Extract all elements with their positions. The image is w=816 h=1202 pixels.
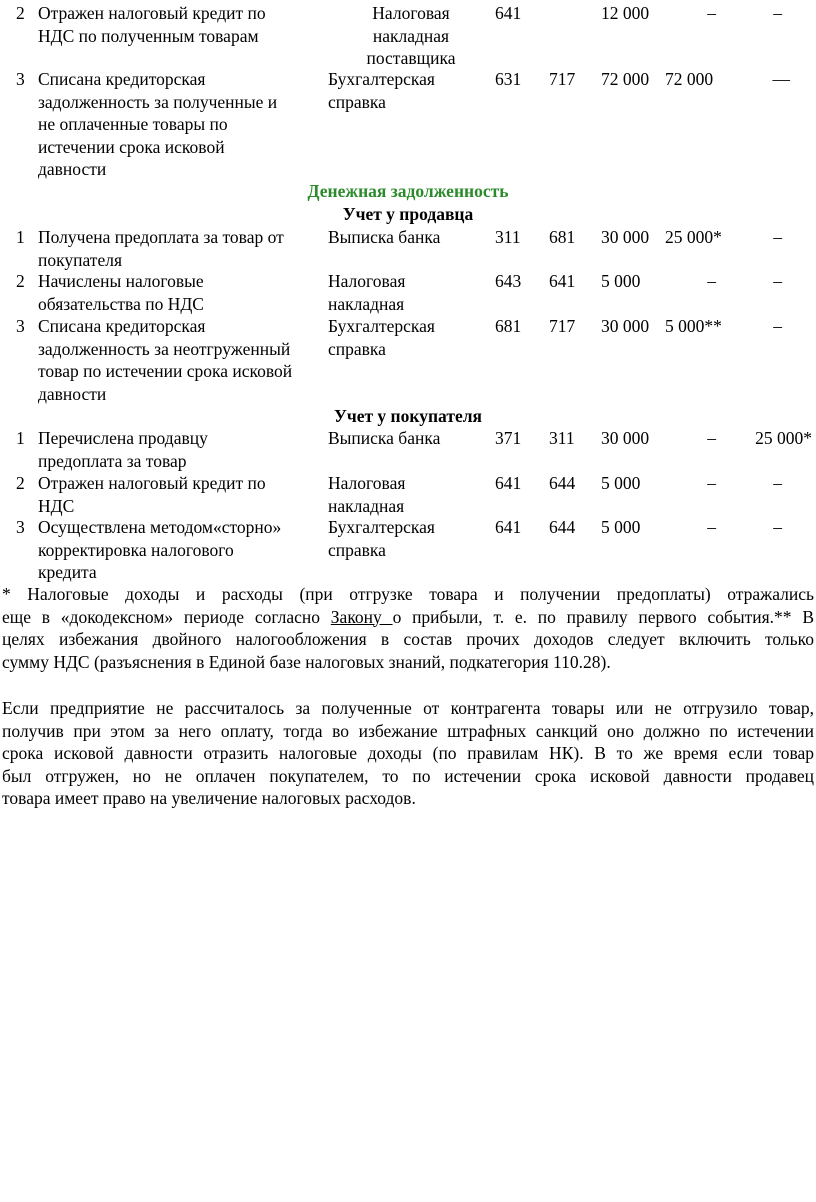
operation-description: Осуществлена методом«сторно» корректировка налогового кредита bbox=[38, 517, 282, 582]
operation-description: Начислены налоговые обязательства по НДС bbox=[38, 271, 204, 314]
credit-account: 641 bbox=[549, 271, 576, 291]
amount: 30 000 bbox=[601, 316, 650, 336]
credit-account: 717 bbox=[549, 316, 576, 336]
column-7-value: – bbox=[773, 227, 782, 247]
footnote-line: сумму НДС (разъяснения в Единой базе налоговых знаний, подкатегория 110.28). bbox=[2, 651, 611, 672]
row-number: 3 bbox=[16, 316, 25, 336]
amount: 30 000 bbox=[601, 227, 650, 247]
operation-description: Получена предоплата за товар от покупателя bbox=[38, 227, 284, 270]
row-number: 3 bbox=[16, 517, 25, 537]
column-6-value: 72 000 bbox=[665, 69, 714, 89]
credit-account: 644 bbox=[549, 473, 576, 493]
credit-account: 717 bbox=[549, 69, 576, 89]
column-6-value: 25 000* bbox=[665, 227, 722, 247]
source-document: Налоговая накладная поставщика bbox=[366, 3, 456, 68]
debit-account: 643 bbox=[495, 271, 522, 291]
footnote-line: еще в «докодексном» периоде согласно Закону о прибыли, т. е. по правилу первого события.** В bbox=[2, 606, 814, 627]
column-7-value: – bbox=[773, 473, 782, 493]
credit-account: 681 bbox=[549, 227, 576, 247]
footnote-line: * Налоговые доходы и расходы (при отгрузке товара и получении предоплаты) отражались bbox=[2, 584, 814, 604]
paragraph-line: Если предприятие не рассчиталось за полученные от контрагента товары или не отгрузило товар, bbox=[2, 698, 814, 718]
operation-description: Отражен налоговый кредит по НДС bbox=[38, 473, 266, 516]
source-document: Выписка банка bbox=[328, 428, 441, 448]
amount: 5 000 bbox=[601, 473, 641, 493]
row-number: 1 bbox=[16, 428, 25, 448]
paragraph-line: срока исковой давности отразить налоговые доходы (по правилам НК). В то же время если товар bbox=[2, 743, 814, 763]
column-6-value: – bbox=[707, 271, 716, 291]
column-6-value: – bbox=[707, 517, 716, 537]
column-6-value: – bbox=[707, 3, 716, 23]
debit-account: 681 bbox=[495, 316, 522, 336]
section-title: Денежная задолженность bbox=[307, 181, 509, 201]
footnote bbox=[2, 583, 814, 673]
amount: 5 000 bbox=[601, 271, 641, 291]
body-paragraph bbox=[2, 697, 814, 810]
column-7-value: – bbox=[773, 517, 782, 537]
column-7-value: 25 000* bbox=[755, 428, 812, 448]
debit-account: 641 bbox=[495, 517, 522, 537]
column-7-value: – bbox=[773, 3, 782, 23]
footnote-line: целях избежания двойного налогообложения в состав прочих доходов следует включить только bbox=[2, 629, 814, 649]
debit-account: 311 bbox=[495, 227, 521, 247]
debit-account: 641 bbox=[495, 473, 522, 493]
column-6-value: 5 000** bbox=[665, 316, 722, 336]
operation-description: Отражен налоговый кредит по НДС по полученным товарам bbox=[38, 3, 266, 46]
credit-account: 311 bbox=[549, 428, 575, 448]
column-7-value: – bbox=[773, 316, 782, 336]
source-document: Налоговая накладная bbox=[328, 473, 406, 516]
amount: 5 000 bbox=[601, 517, 641, 537]
debit-account: 631 bbox=[495, 69, 522, 89]
row-number: 2 bbox=[16, 473, 25, 493]
debit-account: 371 bbox=[495, 428, 522, 448]
column-7-value: – bbox=[773, 271, 782, 291]
law-link[interactable]: Закону bbox=[330, 606, 393, 627]
paragraph-line: товара имеет право на увеличение налоговых расходов. bbox=[2, 788, 416, 808]
source-document: Выписка банка bbox=[328, 227, 441, 247]
source-document: Бухгалтерская справка bbox=[328, 69, 435, 112]
seller-heading: Учет у продавца bbox=[342, 204, 474, 224]
source-document: Бухгалтерская справка bbox=[328, 316, 435, 359]
source-document: Бухгалтерская справка bbox=[328, 517, 435, 560]
row-number: 3 bbox=[16, 69, 25, 89]
column-7-value: — bbox=[772, 69, 790, 89]
operation-description: Перечислена продавцу предоплата за товар bbox=[38, 428, 208, 471]
paragraph-line: получив при этом за него оплату, тогда во избежание штрафных санкций оно должно по истечении bbox=[2, 720, 814, 741]
amount: 72 000 bbox=[601, 69, 650, 89]
column-6-value: – bbox=[707, 473, 716, 493]
column-6-value: – bbox=[707, 428, 716, 448]
debit-account: 641 bbox=[495, 3, 522, 23]
row-number: 2 bbox=[16, 3, 25, 23]
amount: 30 000 bbox=[601, 428, 650, 448]
source-document: Налоговая накладная bbox=[328, 271, 406, 314]
amount: 12 000 bbox=[601, 3, 650, 23]
paragraph-line: был отгружен, но не оплачен покупателем, то по истечении срока исковой давности продавец bbox=[2, 765, 814, 786]
row-number: 1 bbox=[16, 227, 25, 247]
row-number: 2 bbox=[16, 271, 25, 291]
credit-account: 644 bbox=[549, 517, 576, 537]
operation-description: Списана кредиторская задолженность за полученные и не оплаченные товары по истечении срока исковой давности bbox=[38, 69, 278, 179]
operation-description: Списана кредиторская задолженность за неотгруженный товар по истечении срока исковой давности bbox=[38, 316, 293, 404]
buyer-heading: Учет у покупателя bbox=[333, 406, 483, 426]
